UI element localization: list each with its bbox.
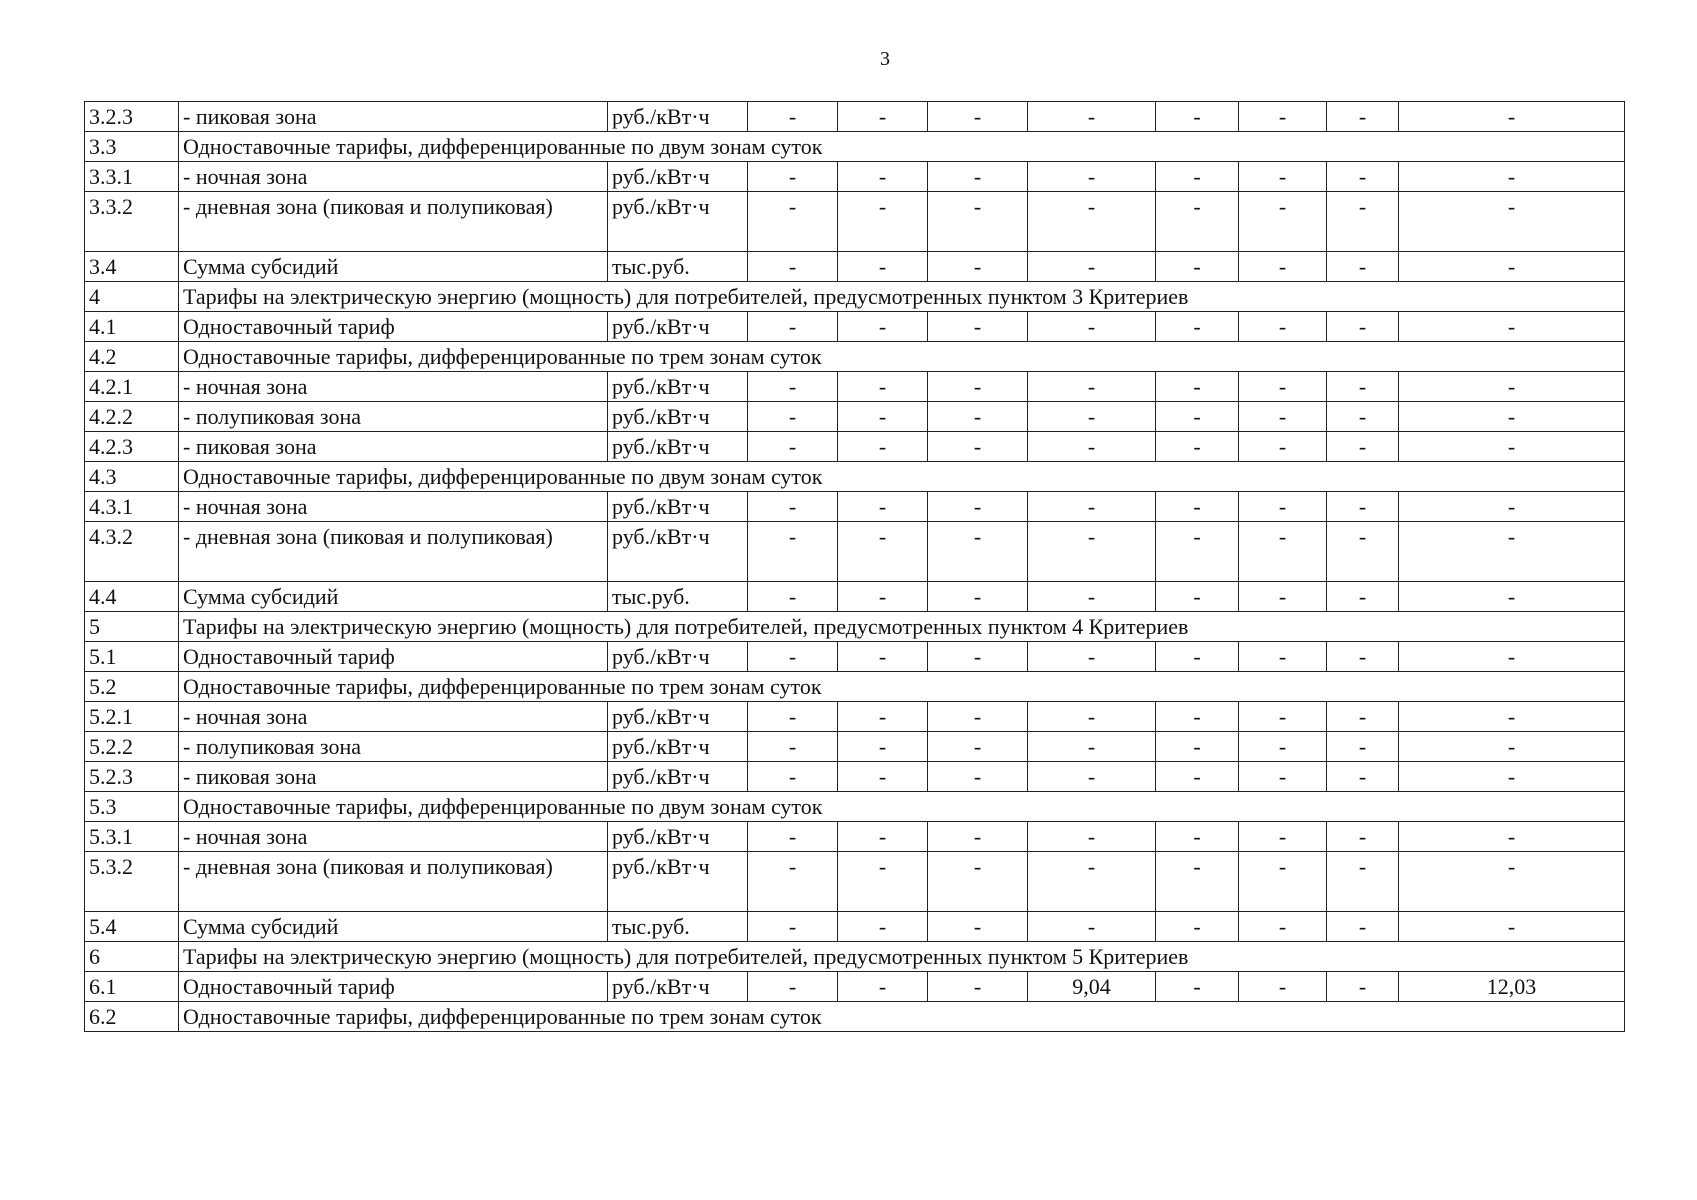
value-cell: - [1239, 192, 1327, 252]
value-cell: - [1028, 102, 1156, 132]
value-cell: - [1239, 102, 1327, 132]
value-cell: - [1156, 852, 1239, 912]
value-cell: - [1327, 972, 1399, 1002]
value-cell: - [838, 372, 928, 402]
row-unit: руб./кВт·ч [608, 642, 748, 672]
value-cell: - [748, 432, 838, 462]
value-cell: - [1028, 402, 1156, 432]
value-cell: - [1327, 402, 1399, 432]
row-code: 3.2.3 [85, 102, 179, 132]
row-unit: руб./кВт·ч [608, 432, 748, 462]
value-cell: - [748, 822, 838, 852]
row-description: - пиковая зона [179, 762, 608, 792]
value-cell: - [1028, 312, 1156, 342]
value-cell: 12,03 [1399, 972, 1625, 1002]
value-cell: - [1327, 732, 1399, 762]
value-cell: - [1399, 102, 1625, 132]
value-cell: - [928, 972, 1028, 1002]
row-code: 5.1 [85, 642, 179, 672]
value-cell: - [748, 972, 838, 1002]
value-cell: - [1399, 312, 1625, 342]
value-cell: - [1239, 162, 1327, 192]
value-cell: - [1028, 702, 1156, 732]
value-cell: - [1399, 492, 1625, 522]
value-cell: - [748, 852, 838, 912]
row-description: Одноставочный тариф [179, 642, 608, 672]
table-row [85, 162, 1625, 192]
row-unit: руб./кВт·ч [608, 312, 748, 342]
row-code: 5.2 [85, 672, 179, 702]
value-cell: - [1028, 732, 1156, 762]
value-cell: - [748, 912, 838, 942]
row-unit: руб./кВт·ч [608, 762, 748, 792]
value-cell: - [1327, 642, 1399, 672]
value-cell: - [1239, 732, 1327, 762]
row-code: 4 [85, 282, 179, 312]
value-cell: - [1327, 762, 1399, 792]
value-cell: - [928, 312, 1028, 342]
value-cell: - [1156, 702, 1239, 732]
row-code: 5.2.3 [85, 762, 179, 792]
value-cell: - [928, 162, 1028, 192]
value-cell: - [1239, 432, 1327, 462]
table-row [85, 492, 1625, 522]
value-cell: - [928, 822, 1028, 852]
value-cell: - [1239, 642, 1327, 672]
table-row [85, 762, 1625, 792]
row-unit: руб./кВт·ч [608, 372, 748, 402]
value-cell: - [1239, 372, 1327, 402]
value-cell: - [1028, 192, 1156, 252]
row-code: 3.3 [85, 132, 179, 162]
row-code: 6.1 [85, 972, 179, 1002]
value-cell: - [1156, 192, 1239, 252]
value-cell: - [748, 702, 838, 732]
value-cell: - [928, 702, 1028, 732]
value-cell: - [1028, 372, 1156, 402]
value-cell: - [1327, 912, 1399, 942]
section-title: Одноставочные тарифы, дифференцированные по двум зонам суток [179, 462, 1625, 492]
value-cell: - [1399, 702, 1625, 732]
section-title: Тарифы на электрическую энергию (мощность) для потребителей, предусмотренных пунктом 3 Критериев [179, 282, 1625, 312]
value-cell: - [748, 192, 838, 252]
value-cell: - [1327, 852, 1399, 912]
row-unit: руб./кВт·ч [608, 522, 748, 582]
page-number: 3 [880, 48, 890, 70]
value-cell: - [1327, 312, 1399, 342]
section-row [85, 282, 1625, 312]
tariff-table [84, 101, 1625, 1032]
row-code: 4.2.3 [85, 432, 179, 462]
value-cell: - [1239, 252, 1327, 282]
value-cell: - [838, 162, 928, 192]
value-cell: - [1156, 162, 1239, 192]
value-cell: - [928, 372, 1028, 402]
row-description: - ночная зона [179, 162, 608, 192]
row-unit: руб./кВт·ч [608, 492, 748, 522]
value-cell: - [1327, 582, 1399, 612]
section-title: Одноставочные тарифы, дифференцированные по двум зонам суток [179, 792, 1625, 822]
row-unit: тыс.руб. [608, 582, 748, 612]
value-cell: - [748, 372, 838, 402]
section-row [85, 672, 1625, 702]
row-unit: руб./кВт·ч [608, 852, 748, 912]
value-cell: - [1399, 192, 1625, 252]
value-cell: - [1156, 762, 1239, 792]
row-code: 6.2 [85, 1002, 179, 1032]
value-cell: - [1028, 252, 1156, 282]
table-row [85, 822, 1625, 852]
row-description: - пиковая зона [179, 432, 608, 462]
value-cell: - [1028, 912, 1156, 942]
value-cell: - [1399, 642, 1625, 672]
section-title: Одноставочные тарифы, дифференцированные по трем зонам суток [179, 342, 1625, 372]
value-cell: - [1327, 822, 1399, 852]
value-cell: - [1239, 702, 1327, 732]
value-cell: - [1156, 432, 1239, 462]
row-code: 6 [85, 942, 179, 972]
tariff-table-body [85, 102, 1625, 1032]
value-cell: - [1239, 762, 1327, 792]
value-cell: - [1028, 432, 1156, 462]
value-cell: - [1327, 162, 1399, 192]
row-code: 3.4 [85, 252, 179, 282]
table-row [85, 522, 1625, 582]
row-code: 5.3.2 [85, 852, 179, 912]
value-cell: - [838, 852, 928, 912]
value-cell: - [1327, 702, 1399, 732]
row-code: 4.3.1 [85, 492, 179, 522]
table-row [85, 372, 1625, 402]
value-cell: - [1239, 852, 1327, 912]
row-code: 5 [85, 612, 179, 642]
value-cell: - [748, 162, 838, 192]
row-description: Одноставочный тариф [179, 312, 608, 342]
section-row [85, 342, 1625, 372]
value-cell: - [1028, 582, 1156, 612]
section-row [85, 1002, 1625, 1032]
value-cell: - [1327, 102, 1399, 132]
table-row [85, 642, 1625, 672]
value-cell: - [1028, 522, 1156, 582]
value-cell: - [1156, 822, 1239, 852]
value-cell: - [1399, 402, 1625, 432]
value-cell: - [1327, 522, 1399, 582]
row-description: - пиковая зона [179, 102, 608, 132]
row-description: Одноставочный тариф [179, 972, 608, 1002]
row-unit: руб./кВт·ч [608, 732, 748, 762]
value-cell: - [928, 522, 1028, 582]
table-row [85, 702, 1625, 732]
table-row [85, 432, 1625, 462]
value-cell: - [1239, 312, 1327, 342]
row-description: Сумма субсидий [179, 582, 608, 612]
value-cell: - [838, 732, 928, 762]
table-row [85, 252, 1625, 282]
value-cell: - [838, 522, 928, 582]
value-cell: - [1399, 372, 1625, 402]
row-code: 4.1 [85, 312, 179, 342]
value-cell: - [748, 252, 838, 282]
value-cell: - [838, 252, 928, 282]
value-cell: - [1399, 252, 1625, 282]
row-description: Сумма субсидий [179, 252, 608, 282]
row-code: 3.3.2 [85, 192, 179, 252]
value-cell: - [1156, 522, 1239, 582]
value-cell: - [1327, 252, 1399, 282]
value-cell: - [748, 492, 838, 522]
value-cell: - [928, 492, 1028, 522]
value-cell: - [1239, 522, 1327, 582]
value-cell: - [838, 642, 928, 672]
table-row [85, 582, 1625, 612]
value-cell: - [928, 102, 1028, 132]
value-cell: - [1156, 372, 1239, 402]
value-cell: - [838, 912, 928, 942]
value-cell: - [928, 732, 1028, 762]
value-cell: - [1399, 912, 1625, 942]
value-cell: - [748, 522, 838, 582]
value-cell: - [1399, 582, 1625, 612]
section-row [85, 462, 1625, 492]
table-row [85, 972, 1625, 1002]
row-unit: руб./кВт·ч [608, 702, 748, 732]
value-cell: - [1239, 972, 1327, 1002]
row-description: - ночная зона [179, 492, 608, 522]
row-description: - полупиковая зона [179, 402, 608, 432]
value-cell: - [1028, 162, 1156, 192]
row-description: - ночная зона [179, 372, 608, 402]
value-cell: - [928, 642, 1028, 672]
row-code: 5.3.1 [85, 822, 179, 852]
row-description: - дневная зона (пиковая и полупиковая) [179, 852, 608, 912]
value-cell: - [1399, 852, 1625, 912]
value-cell: - [1156, 492, 1239, 522]
value-cell: - [928, 852, 1028, 912]
value-cell: - [1156, 912, 1239, 942]
row-unit: руб./кВт·ч [608, 822, 748, 852]
value-cell: - [838, 702, 928, 732]
row-unit: тыс.руб. [608, 252, 748, 282]
row-code: 4.2.2 [85, 402, 179, 432]
value-cell: - [1156, 582, 1239, 612]
value-cell: - [1156, 642, 1239, 672]
row-code: 5.4 [85, 912, 179, 942]
value-cell: - [1399, 822, 1625, 852]
row-unit: руб./кВт·ч [608, 972, 748, 1002]
value-cell: - [838, 822, 928, 852]
value-cell: - [748, 402, 838, 432]
row-description: - полупиковая зона [179, 732, 608, 762]
value-cell: - [838, 762, 928, 792]
row-code: 5.2.1 [85, 702, 179, 732]
value-cell: - [1327, 372, 1399, 402]
value-cell: - [838, 192, 928, 252]
row-code: 5.3 [85, 792, 179, 822]
value-cell: - [1028, 492, 1156, 522]
table-row [85, 402, 1625, 432]
value-cell: - [1399, 762, 1625, 792]
value-cell: - [1239, 912, 1327, 942]
value-cell: - [1239, 402, 1327, 432]
value-cell: - [1028, 822, 1156, 852]
value-cell: - [1239, 822, 1327, 852]
row-unit: руб./кВт·ч [608, 192, 748, 252]
value-cell: - [1028, 762, 1156, 792]
section-title: Тарифы на электрическую энергию (мощность) для потребителей, предусмотренных пунктом 5 Критериев [179, 942, 1625, 972]
value-cell: - [748, 732, 838, 762]
value-cell: - [1327, 492, 1399, 522]
table-row [85, 192, 1625, 252]
section-row [85, 942, 1625, 972]
value-cell: - [838, 972, 928, 1002]
value-cell: - [838, 402, 928, 432]
value-cell: - [928, 192, 1028, 252]
value-cell: - [928, 762, 1028, 792]
value-cell: - [838, 312, 928, 342]
table-row [85, 732, 1625, 762]
value-cell: - [928, 402, 1028, 432]
table-row [85, 852, 1625, 912]
value-cell: - [1028, 852, 1156, 912]
row-description: - ночная зона [179, 702, 608, 732]
table-row [85, 912, 1625, 942]
value-cell: - [838, 102, 928, 132]
value-cell: - [1399, 732, 1625, 762]
value-cell: 9,04 [1028, 972, 1156, 1002]
table-row [85, 312, 1625, 342]
value-cell: - [928, 582, 1028, 612]
row-code: 5.2.2 [85, 732, 179, 762]
table-row [85, 102, 1625, 132]
value-cell: - [748, 582, 838, 612]
section-title: Одноставочные тарифы, дифференцированные по трем зонам суток [179, 1002, 1625, 1032]
section-row [85, 612, 1625, 642]
value-cell: - [748, 642, 838, 672]
section-title: Одноставочные тарифы, дифференцированные по двум зонам суток [179, 132, 1625, 162]
value-cell: - [928, 432, 1028, 462]
row-unit: тыс.руб. [608, 912, 748, 942]
value-cell: - [1156, 102, 1239, 132]
row-description: - дневная зона (пиковая и полупиковая) [179, 522, 608, 582]
value-cell: - [1399, 522, 1625, 582]
value-cell: - [838, 582, 928, 612]
value-cell: - [748, 762, 838, 792]
row-code: 4.3.2 [85, 522, 179, 582]
section-row [85, 792, 1625, 822]
value-cell: - [1156, 312, 1239, 342]
value-cell: - [1156, 402, 1239, 432]
row-unit: руб./кВт·ч [608, 102, 748, 132]
row-code: 4.4 [85, 582, 179, 612]
value-cell: - [1156, 732, 1239, 762]
value-cell: - [1399, 162, 1625, 192]
row-description: - дневная зона (пиковая и полупиковая) [179, 192, 608, 252]
row-code: 4.2.1 [85, 372, 179, 402]
row-code: 3.3.1 [85, 162, 179, 192]
value-cell: - [1327, 192, 1399, 252]
value-cell: - [1239, 582, 1327, 612]
value-cell: - [1399, 432, 1625, 462]
value-cell: - [1156, 972, 1239, 1002]
value-cell: - [838, 492, 928, 522]
section-row [85, 132, 1625, 162]
section-title: Одноставочные тарифы, дифференцированные по трем зонам суток [179, 672, 1625, 702]
value-cell: - [748, 102, 838, 132]
value-cell: - [928, 912, 1028, 942]
value-cell: - [1156, 252, 1239, 282]
row-code: 4.2 [85, 342, 179, 372]
value-cell: - [1327, 432, 1399, 462]
row-description: - ночная зона [179, 822, 608, 852]
row-description: Сумма субсидий [179, 912, 608, 942]
section-title: Тарифы на электрическую энергию (мощность) для потребителей, предусмотренных пунктом 4 Критериев [179, 612, 1625, 642]
row-unit: руб./кВт·ч [608, 162, 748, 192]
value-cell: - [1239, 492, 1327, 522]
value-cell: - [838, 432, 928, 462]
value-cell: - [928, 252, 1028, 282]
value-cell: - [1028, 642, 1156, 672]
value-cell: - [748, 312, 838, 342]
row-code: 4.3 [85, 462, 179, 492]
row-unit: руб./кВт·ч [608, 402, 748, 432]
